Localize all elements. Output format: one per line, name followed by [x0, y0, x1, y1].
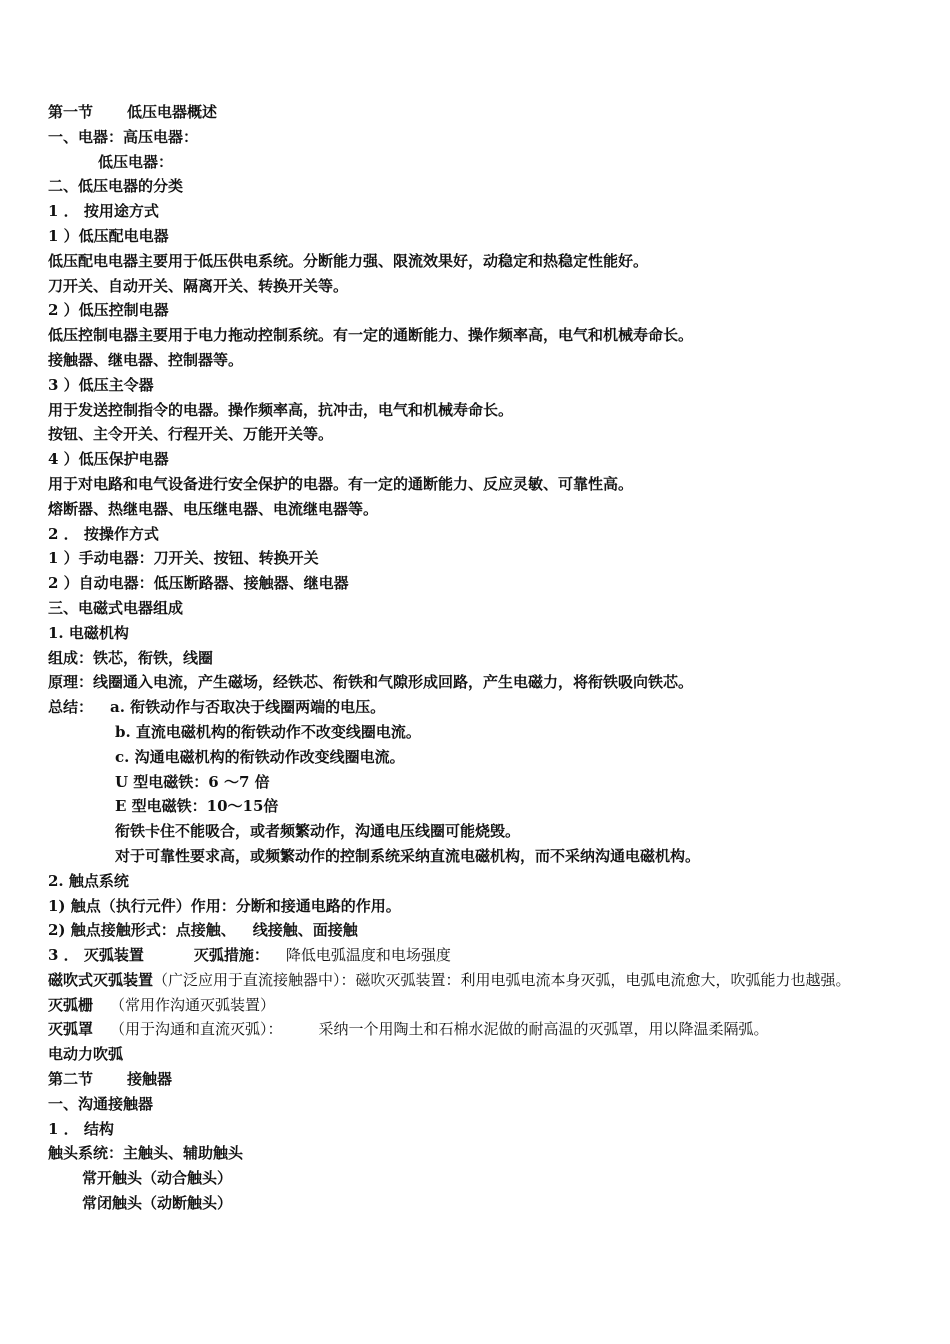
list-item: 常闭触头（动断触头）	[82, 1194, 233, 1213]
subheading: 2. 触点系统	[48, 871, 129, 890]
text-line: 低压配电电器主要用于低压供电系统。分断能力强、限流效果好，动稳定和热稳定性能好。	[48, 251, 649, 270]
list-heading: 3 ）低压主令器	[48, 375, 154, 394]
text-line: 1) 触点（执行元件）作用：分断和接通电路的作用。	[48, 896, 401, 915]
text-line: 接触器、继电器、控制器等。	[48, 350, 244, 369]
subheading: 二、低压电器的分类	[48, 177, 184, 196]
arc-measures-text: 降低电弧温度和电场强度	[285, 946, 451, 965]
term-description: （用于沟通和直流灭弧）：	[110, 1020, 283, 1039]
subheading: 1 ． 按用途方式	[48, 202, 159, 221]
text-line: 低压电器：	[98, 152, 174, 171]
arc-heading	[48, 943, 908, 968]
text-line	[48, 1017, 908, 1042]
subheading: 三、电磁式电器组成	[48, 598, 184, 617]
section-title: 低压电器概述	[127, 103, 218, 121]
list-item: 2 ）自动电器：低压断路器、接触器、继电器	[48, 574, 349, 593]
list-heading: 2 ）低压控制电器	[48, 301, 169, 320]
subheading: 1 ． 结构	[48, 1119, 114, 1138]
section-number: 第二节	[48, 1070, 94, 1089]
text-line: 用于发送控制指令的电器。操作频率高，抗冲击，电气和机械寿命长。	[48, 400, 514, 419]
term-description: 采纳一个用陶土和石棉水泥做的耐高温的灭弧罩，用以降温柔隔弧。	[318, 1020, 769, 1039]
summary-item: b. 直流电磁机构的衔铁动作不改变线圈电流。	[115, 722, 421, 741]
section-heading	[48, 1067, 908, 1092]
summary-item: U 型电磁铁：6 ～7 倍	[115, 772, 270, 791]
subheading: 2 ． 按操作方式	[48, 524, 159, 543]
text-line: 组成：铁芯，衔铁，线圈	[48, 648, 214, 667]
text-line: 用于对电路和电气设备进行安全保护的电器。有一定的通断能力、反应灵敏、可靠性高。	[48, 474, 634, 493]
list-item: 1 ）手动电器：刀开关、按钮、转换开关	[48, 549, 319, 568]
list-heading: 4 ）低压保护电器	[48, 450, 169, 469]
section-heading	[48, 100, 908, 125]
arc-measures-label: 灭弧措施：	[193, 946, 269, 965]
text-line: 一、电器：高压电器：	[48, 127, 199, 146]
summary-item: 对于可靠性要求高，或频繁动作的控制系统采纳直流电磁机构，而不采纳沟通电磁机构。	[115, 846, 701, 865]
term: 磁吹式灭弧装置	[48, 970, 154, 989]
text-line: 低压控制电器主要用于电力拖动控制系统。有一定的通断能力、操作频率高，电气和机械寿命长。	[48, 326, 694, 345]
summary-item: c. 沟通电磁机构的衔铁动作改变线圈电流。	[115, 747, 405, 766]
section-number: 第一节	[48, 103, 94, 121]
summary-item: a. 衔铁动作与否取决于线圈两端的电压。	[110, 698, 386, 717]
list-item: 常开触头（动合触头）	[82, 1169, 233, 1188]
text-line: 刀开关、自动开关、隔离开关、转换开关等。	[48, 276, 349, 295]
term: 灭弧罩	[48, 1020, 94, 1039]
text-segment: 线接触、面接触	[252, 921, 358, 940]
list-heading: 1 ）低压配电电器	[48, 226, 169, 245]
term: 灭弧栅	[48, 995, 94, 1014]
text-line: 触头系统：主触头、辅助触头	[48, 1144, 244, 1163]
summary-line	[48, 695, 908, 720]
text-line	[48, 993, 908, 1018]
text-segment: 2) 触点接触形式：点接触、	[48, 921, 236, 940]
text-line: 原理：线圈通入电流，产生磁场，经铁芯、衔铁和气隙形成回路，产生电磁力，将衔铁吸向铁芯。	[48, 673, 694, 692]
text-line: 按钮、主令开关、行程开关、万能开关等。	[48, 425, 334, 444]
paragraph	[48, 968, 908, 993]
summary-item: E 型电磁铁：10～15倍	[115, 797, 279, 816]
text-line	[48, 918, 908, 943]
text-line: 电动力吹弧	[48, 1045, 124, 1064]
document-body	[48, 100, 908, 1216]
summary-label: 总结：	[48, 698, 94, 717]
term-description: （广泛应用于直流接触器中）：磁吹灭弧装置：利用电弧电流本身灭弧，电弧电流愈大，吹弧能力也越强。	[153, 970, 851, 989]
term-description: （常用作沟通灭弧装置）	[110, 995, 276, 1014]
section-title: 接触器	[127, 1070, 173, 1089]
summary-item: 衔铁卡住不能吸合，或者频繁动作，沟通电压线圈可能烧毁。	[115, 822, 521, 841]
subheading: 一、沟通接触器	[48, 1094, 154, 1113]
text-line: 熔断器、热继电器、电压继电器、电流继电器等。	[48, 499, 379, 518]
arc-device-title: 3 ． 灭弧装置	[48, 946, 144, 965]
subheading: 1. 电磁机构	[48, 623, 129, 642]
